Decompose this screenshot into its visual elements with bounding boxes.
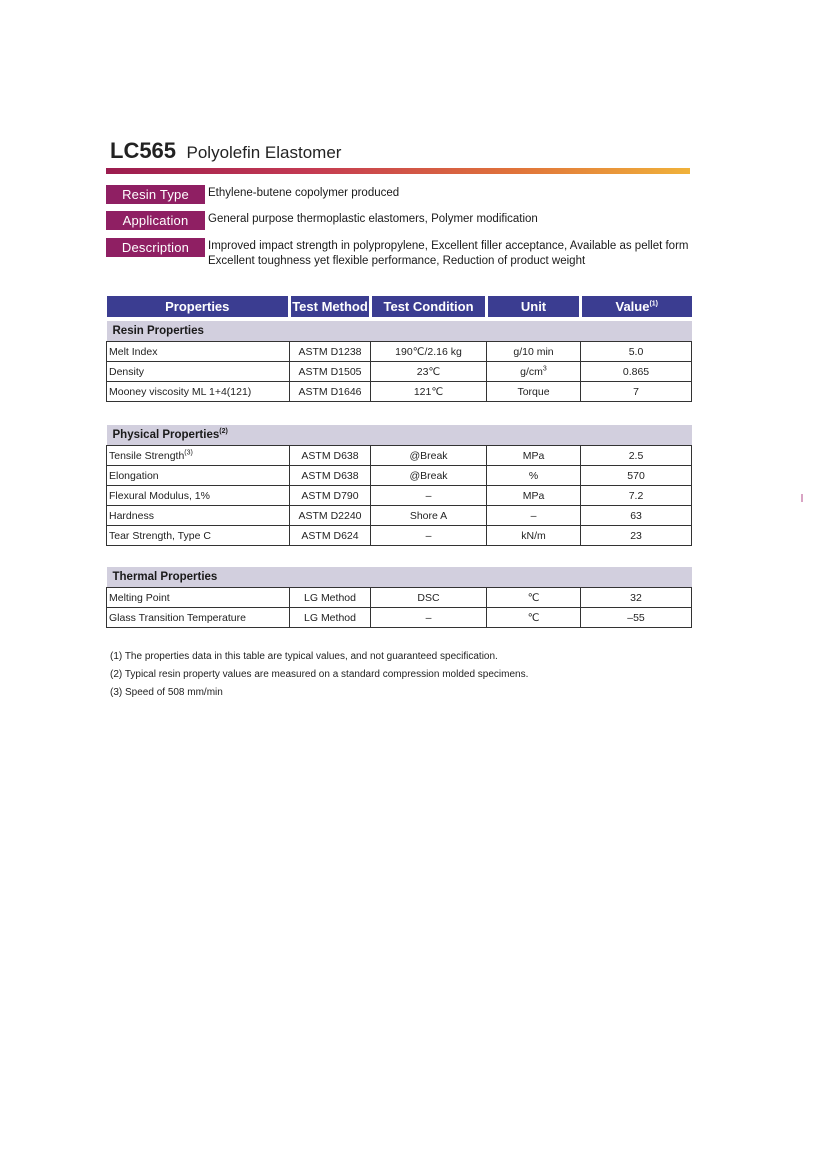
cell-property: Tear Strength, Type C: [107, 526, 290, 546]
cell-condition: –: [371, 486, 487, 506]
table-row: [107, 486, 692, 506]
cell-property: Glass Transition Temperature: [107, 608, 290, 628]
header-value-text: Value: [615, 299, 650, 314]
info-line: Excellent toughness yet flexible performance, Reduction of product weight: [208, 254, 586, 267]
cell-method: ASTM D1238: [290, 342, 371, 362]
footnotes: [110, 648, 528, 702]
cell-value: 7: [581, 382, 692, 402]
cell-method: ASTM D638: [290, 446, 371, 466]
cell-method: LG Method: [290, 588, 371, 608]
table-row: [107, 466, 692, 486]
cell-value: 2.5: [581, 446, 692, 466]
info-line: Improved impact strength in polypropylene, Excellent filler acceptance, Available as pellet form: [208, 240, 689, 252]
cell-unit: %: [487, 466, 581, 486]
cell-condition: DSC: [371, 588, 487, 608]
cell-property: [107, 446, 290, 466]
table-row: [107, 588, 692, 608]
table-row: [107, 446, 692, 466]
product-model: LC565: [110, 138, 177, 163]
property-text: Tensile Strength: [109, 449, 185, 462]
cell-value: 570: [581, 466, 692, 486]
info-label-description: Description: [106, 238, 205, 257]
section-title-footnote: (2): [219, 428, 228, 436]
table-row: [107, 342, 692, 362]
cell-method: ASTM D1505: [290, 362, 371, 382]
physical-properties-table: [106, 425, 692, 546]
table-row: [107, 362, 692, 382]
cell-method: ASTM D790: [290, 486, 371, 506]
cell-unit: ℃: [487, 608, 581, 628]
cell-unit: [487, 362, 581, 382]
cell-value: 7.2: [581, 486, 692, 506]
header-test-condition: Test Condition: [371, 296, 487, 317]
cell-property: Elongation: [107, 466, 290, 486]
cell-value: 0.865: [581, 362, 692, 382]
cell-property: Hardness: [107, 506, 290, 526]
section-header-physical: [107, 425, 692, 446]
section-title: Thermal Properties: [107, 567, 692, 588]
cell-unit: Torque: [487, 382, 581, 402]
table-header-row: [107, 296, 692, 317]
table-row: [107, 608, 692, 628]
header-value: [581, 296, 692, 317]
title-gradient-bar: [106, 168, 690, 174]
cell-condition: 121℃: [371, 382, 487, 402]
footnote-2: (2) Typical resin property values are measured on a standard compression molded specimens.: [110, 669, 529, 680]
cell-property: Melt Index: [107, 342, 290, 362]
section-title: [107, 425, 692, 446]
table-row: [107, 382, 692, 402]
cell-condition: 23℃: [371, 362, 487, 382]
cell-condition: –: [371, 608, 487, 628]
info-text-description: [208, 239, 688, 268]
cell-condition: Shore A: [371, 506, 487, 526]
property-footnote: (3): [184, 449, 193, 456]
unit-text: g/cm: [520, 365, 543, 378]
info-line: Ethylene-butene copolymer produced: [208, 187, 400, 199]
info-label-application: Application: [106, 211, 205, 230]
cell-condition: @Break: [371, 446, 487, 466]
info-label-resin-type: Resin Type: [106, 185, 205, 204]
info-text-application: [208, 212, 538, 227]
cell-method: ASTM D1646: [290, 382, 371, 402]
header-unit: Unit: [487, 296, 581, 317]
document-title: [110, 138, 341, 164]
cell-method: ASTM D624: [290, 526, 371, 546]
header-value-footnote: (1): [649, 300, 659, 308]
footnote-3: (3) Speed of 508 mm/min: [110, 687, 223, 698]
cell-unit: kN/m: [487, 526, 581, 546]
cell-unit: ℃: [487, 588, 581, 608]
section-title-text: Physical Properties: [112, 429, 220, 441]
info-text-resin-type: [208, 186, 399, 201]
cell-condition: @Break: [371, 466, 487, 486]
cell-value: 32: [581, 588, 692, 608]
section-header-resin: [107, 321, 692, 342]
header-test-method: Test Method: [290, 296, 371, 317]
cell-property: Density: [107, 362, 290, 382]
cell-condition: 190℃/2.16 kg: [371, 342, 487, 362]
header-properties: Properties: [107, 296, 290, 317]
cell-unit: MPa: [487, 486, 581, 506]
cell-unit: –: [487, 506, 581, 526]
section-header-thermal: [107, 567, 692, 588]
cell-value: –55: [581, 608, 692, 628]
scan-speck: [801, 494, 803, 502]
cell-unit: g/10 min: [487, 342, 581, 362]
cell-property: Flexural Modulus, 1%: [107, 486, 290, 506]
unit-superscript: 3: [542, 365, 547, 372]
cell-condition: –: [371, 526, 487, 546]
resin-properties-table: [106, 296, 692, 402]
info-line: General purpose thermoplastic elastomers, Polymer modification: [208, 213, 538, 225]
cell-method: ASTM D638: [290, 466, 371, 486]
thermal-properties-table: [106, 567, 692, 628]
cell-method: ASTM D2240: [290, 506, 371, 526]
table-row: [107, 526, 692, 546]
cell-property: Melting Point: [107, 588, 290, 608]
cell-value: 63: [581, 506, 692, 526]
footnote-1: (1) The properties data in this table are typical values, and not guaranteed specification.: [110, 651, 498, 662]
cell-value: 23: [581, 526, 692, 546]
cell-method: LG Method: [290, 608, 371, 628]
cell-value: 5.0: [581, 342, 692, 362]
product-name: Polyolefin Elastomer: [186, 143, 342, 162]
cell-unit: MPa: [487, 446, 581, 466]
section-title: Resin Properties: [107, 321, 692, 342]
cell-property: Mooney viscosity ML 1+4(121): [107, 382, 290, 402]
table-row: [107, 506, 692, 526]
